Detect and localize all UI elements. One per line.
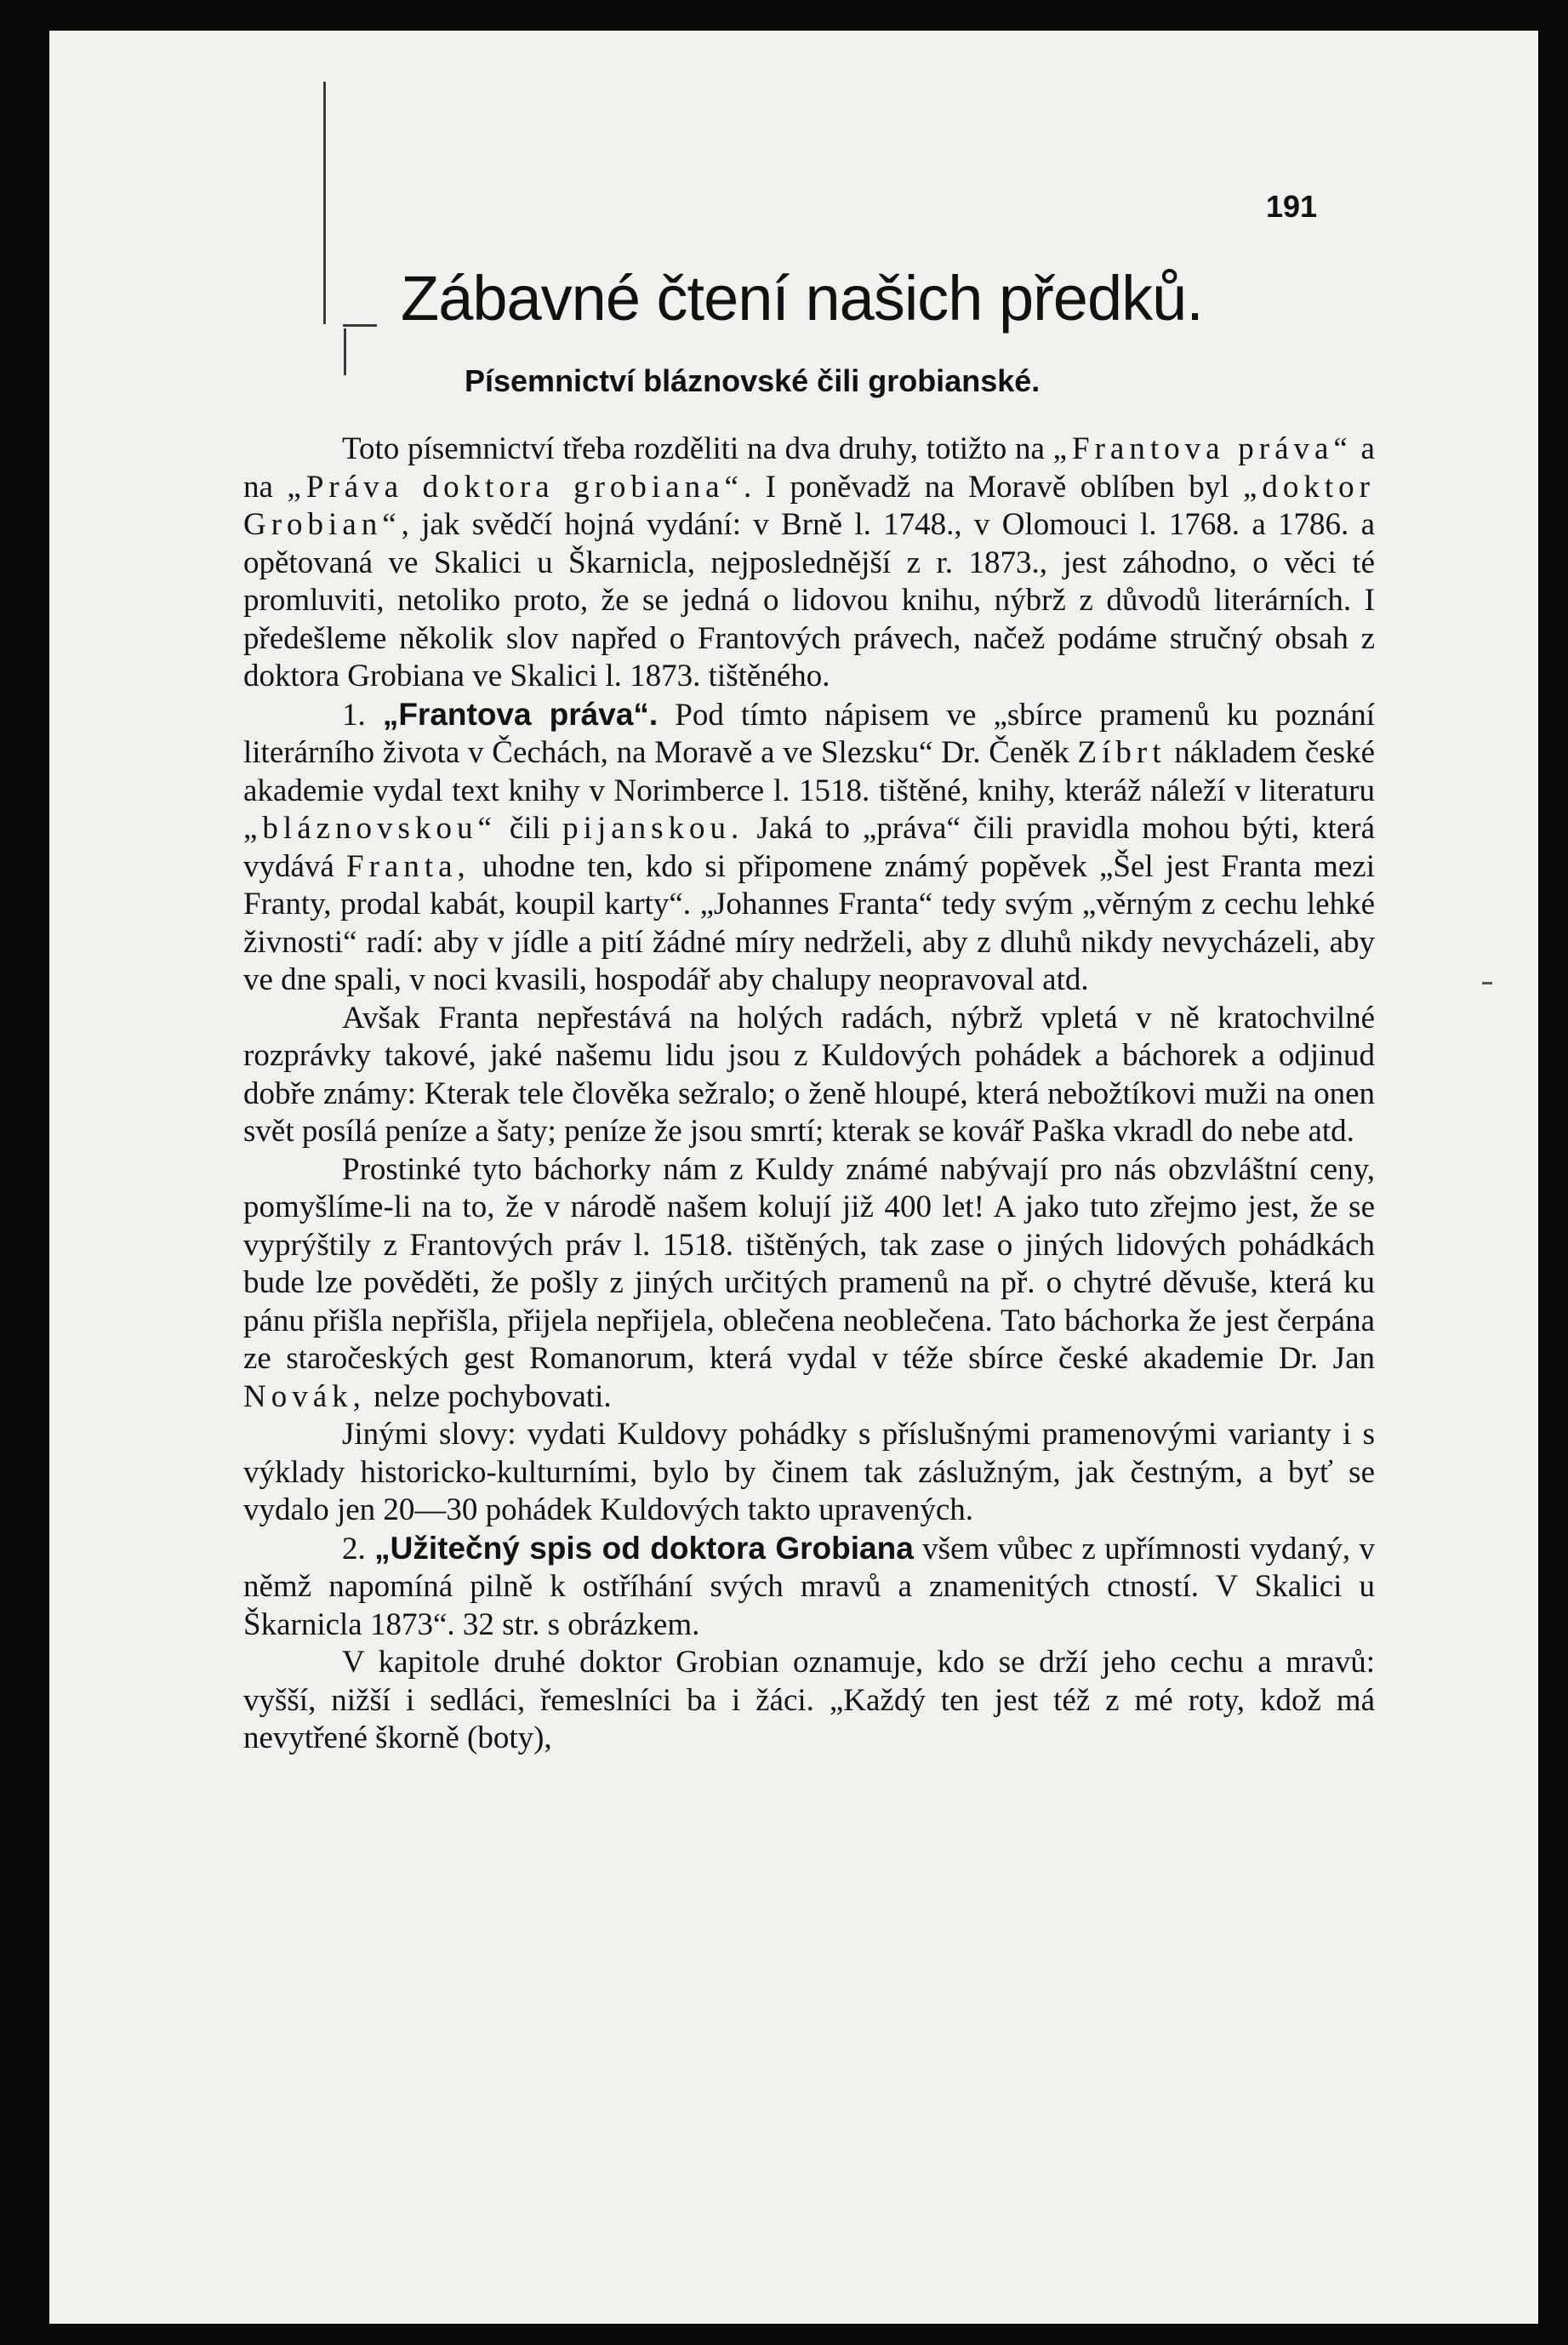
binding-mark	[343, 324, 377, 327]
paragraph-1: Toto písemnictví třeba rozděliti na dva druhy, totižto na „Frantova práva“ a na „Práva doktora grobiana“. I poněvadž na Moravě oblíben byl „doktor Grobian“, jak svědčí hojná vydání: v Brně l. 1748., v Olomouci l. 1768. a 1786. a opětovaná ve Skalici u Škarnicla, nejposlednější z r. 1873., jest záhodno, o věci té promluviti, netoliko proto, že se jedná o lidovou knihu, nýbrž z důvodů literárních. I předešleme několik slov napřed o Frantových právech, načež podáme stručný obsah z doktora Grobiana ve Skalici l. 1873. tištěného.	[243, 431, 1375, 693]
paragraph-3: Avšak Franta nepřestává na holých radách, nýbrž vpletá v ně kratochvilné rozprávky takové, jaké našemu lidu jsou z Kuldových pohádek a báchorek a odjinud dobře známy: Kterak tele člověka sežralo; o ženě hloupé, která nebožtíkovi muži na onen svět posílá peníze a šaty; peníze že jsou smrtí; kterak se kovář Paška vkradl do nebe atd.	[243, 1000, 1375, 1149]
paragraph-6: 2. „Užitečný spis od doktora Grobiana všem vůbec z upřímnosti vydaný, v němž napomíná pilně k ostříhání svých mravů a znamenitých ctností. V Skalici u Škarnicla 1873“. 32 str. s obrázkem.	[243, 1530, 1375, 1642]
binding-line	[323, 82, 326, 324]
margin-mark	[1482, 982, 1492, 984]
body-text	[243, 431, 1375, 1758]
paragraph-7: V kapitole druhé doktor Grobian oznamuje, kdo se drží jeho cechu a mravů: vyšší, nižší i sedláci, řemeslníci ba i žáci. „Každý ten jest též z mé roty, kdož má nevytřené škorně (boty),	[243, 1645, 1375, 1755]
paragraph-2: 1. „Frantova práva“. Pod tímto nápisem ve „sbírce pramenů ku poznání literárního života v Čechách, na Moravě a ve Slezsku“ Dr. Čeněk Zíbrt nákladem české akademie vydal text knihy v Norimberce l. 1518. tištěné, knihy, kteráž náleží v literaturu „bláznovskou“ čili pijanskou. Jaká to „práva“ čili pravidla mohou býti, která vydává Franta, uhodne ten, kdo si připomene známý popěvek „Šel jest Franta mezi Franty, prodal kabát, koupil karty“. „Johannes Franta“ tedy svým „věrným z cechu lehké živnosti“ radí: aby v jídle a pití žádné míry nedrželi, aby z dluhů nikdy nevycházeli, aby ve dne spali, v noci kvasili, hospodář aby chalupy neopravoval atd.	[243, 696, 1376, 997]
paragraph-5: Jinými slovy: vydati Kuldovy pohádky s příslušnými pramenovými varianty i s výklady historicko-kulturními, bylo by činem tak záslužným, jak čestným, a byť se vydalo jen 20—30 pohádek Kuldových takto upravených.	[243, 1417, 1375, 1527]
chapter-subtitle: Písemnictví bláznovské čili grobianské.	[465, 363, 1041, 398]
binding-mark-small	[344, 328, 346, 375]
chapter-title: Zábavné čtení našich předků.	[401, 263, 1203, 334]
page-number: 191	[1266, 189, 1318, 224]
paragraph-4: Prostinké tyto báchorky nám z Kuldy známé nabývají pro nás obzvláštní ceny, pomyšlíme-li na to, že v národě našem kolují již 400 let! A jako tuto zřejmo jest, že se vyprýštily z Frantových práv l. 1518. tištěných, tak zase o jiných lidových pohádkách bude lze pověděti, že pošly z jiných určitých pramenů na př. o chytré děvuše, která ku pánu přišla nepřišla, přijela nepřijela, oblečena neoblečena. Tato báchorka že jest čerpána ze staročeských gest Romanorum, která vydal v téže sbírce české akademie Dr. Jan Novák, nelze pochybovati.	[243, 1151, 1375, 1414]
book-page	[49, 31, 1538, 2324]
